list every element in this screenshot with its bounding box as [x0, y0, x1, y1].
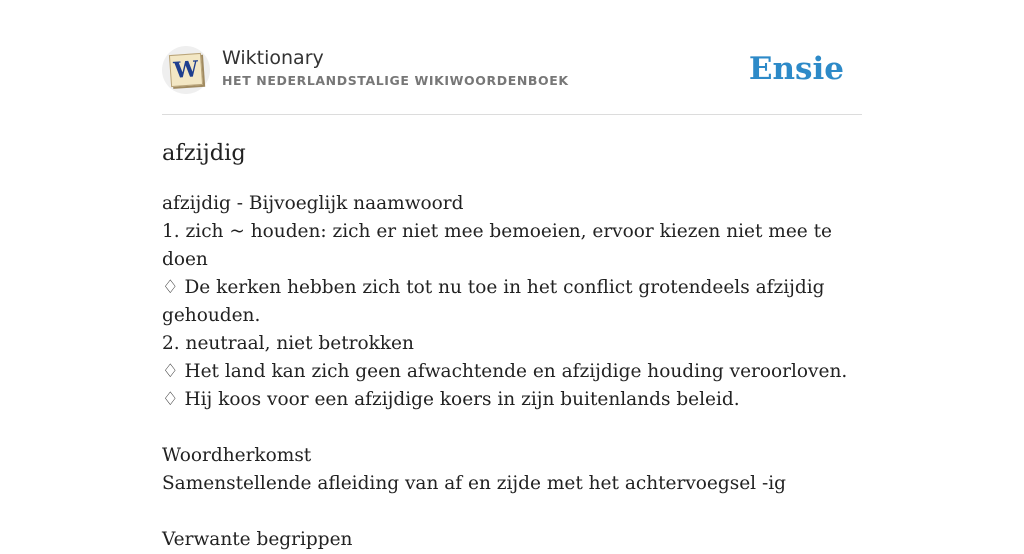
example-3: ♢ Hij koos voor een afzijdige koers in zijn buitenlands beleid.	[162, 389, 740, 410]
page	[162, 0, 862, 550]
example-1: ♢ De kerken hebben zich tot nu toe in het conflict grotendeels afzijdig gehouden.	[162, 277, 825, 326]
sense-2: 2. neutraal, niet betrokken	[162, 333, 414, 354]
brand	[222, 45, 569, 91]
etymology-heading: Woordherkomst	[162, 445, 312, 466]
site-tagline: HET NEDERLANDSTALIGE WIKIWOORDENBOEK	[222, 73, 569, 88]
site-name[interactable]: Wiktionary	[222, 47, 324, 69]
wiktionary-logo-icon: W	[169, 53, 203, 87]
sense-1: 1. zich ~ houden: zich er niet mee bemoeien, ervoor kiezen niet mee te doen	[162, 221, 832, 270]
entry-headline: afzijdig - Bijvoeglijk naamwoord	[162, 193, 464, 214]
spacer	[162, 498, 862, 526]
wiktionary-logo[interactable]	[162, 46, 210, 94]
etymology-text: Samenstellende afleiding van af en zijde met het achtervoegsel -ig	[162, 473, 786, 494]
header	[162, 0, 862, 115]
ensie-logo-link[interactable]: Ensie	[748, 51, 844, 87]
page-title: afzijdig	[162, 140, 246, 166]
spacer	[162, 414, 862, 442]
related-heading: Verwante begrippen	[162, 529, 353, 550]
example-2: ♢ Het land kan zich geen afwachtende en afzijdige houding veroorloven.	[162, 361, 848, 382]
entry-content	[162, 190, 862, 554]
